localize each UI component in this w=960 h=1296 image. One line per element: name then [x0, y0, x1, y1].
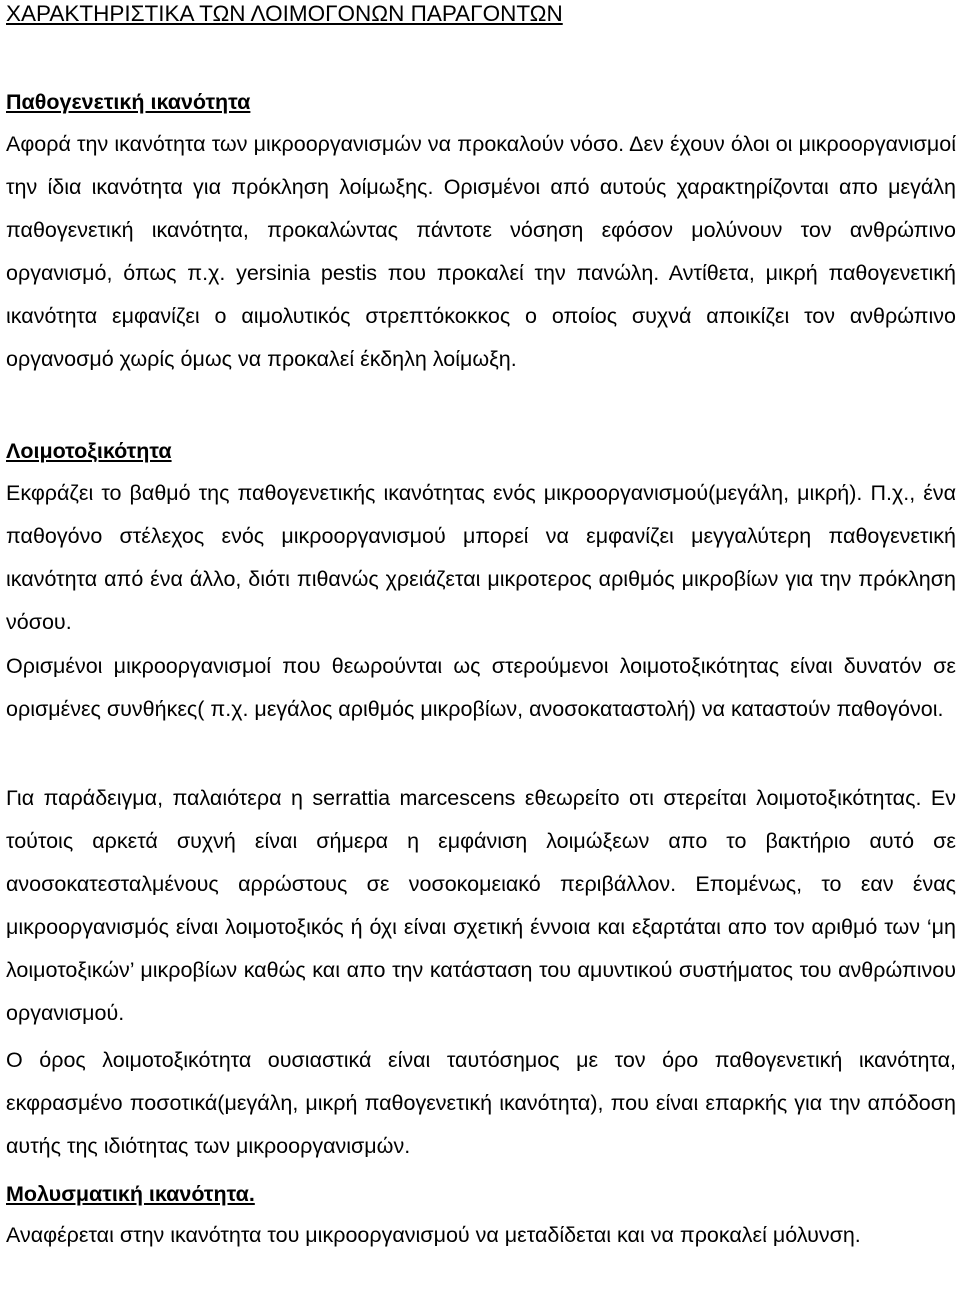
document-title: ΧΑΡΑΚΤΗΡΙΣΤΙΚΑ ΤΩΝ ΛΟΙΜΟΓΟΝΩΝ ΠΑΡΑΓΟΝΤΩΝ — [6, 1, 563, 26]
paragraph-pathogenicity: Αφορά την ικανότητα των μικροοργανισμών να προκαλούν νόσο. Δεν έχουν όλοι οι μικροοργανισμοί την ίδια ικανότητα για πρόκληση λοίμωξης. Ορισμένοι από αυτούς χαρακτηρίζονται απο μεγάλη παθογενετική ικανότητα, προκαλώντας πάντοτε νόσηση εφόσον μολύνουν τον ανθρώπινο οργανισμό, όπως π.χ. yersinia pestis που προκαλεί την πανώλη. Αντίθετα, μικρή παθογενετική ικανότητα εμφανίζει ο αιμολυτικός στρεπτόκοκκος ο οποίος συχνά αποικίζει τον ανθρώπινο οργανοσμό χωρίς όμως να προκαλεί έκδηλη λοίμωξη. — [6, 132, 956, 371]
section-heading-virulence: Λοιμοτοξικότητα — [6, 439, 172, 463]
document-page — [6, 0, 956, 1247]
paragraph-virulence-definition: Εκφράζει το βαθμό της παθογενετικής ικανότητας ενός μικροοργανισμού(μεγάλη, μικρή). Π.χ., ένα παθογόνο στέλεχος ενός μικροοργανισμού μπορεί να εμφανίζει μεγγαλύτερη παθογενετική ικανότητα από ένα άλλο, διότι πιθανώς χρειάζεται μικροτερος αριθμός μικροβίων για την πρόκληση νόσου. — [6, 481, 956, 634]
paragraph-virulence-example: Για παράδειγμα, παλαιότερα η serrattia marcescens εθεωρείτο οτι στερείται λοιμοτοξικότητας. Εν τούτοις αρκετά συχνή είναι σήμερα η εμφάνιση λοιμώξεων απο το βακτήριο αυτό σε ανοσοκατεσταλμένους αρρώστους σε νοσοκομειακό περιβάλλον. Επομένως, το εαν ένας μικροοργανισμός είναι λοιμοτοξικός ή όχι είναι σχετική έννοια και εξαρτάται απο τον αριθμό των ‘μη λοιμοτοξικών’ μικροβίων καθώς και απο την κατάσταση του αμυντικού συστήματος του ανθρώπινου οργανισμού. — [6, 786, 956, 1025]
paragraph-infectivity: Αναφέρεται στην ικανότητα του μικροοργανισμού να μεταδίδεται και να προκαλεί μόλυνση. — [6, 1223, 861, 1247]
section-heading-infectivity: Μολυσματική ικανότητα. — [6, 1182, 255, 1206]
section-heading-pathogenicity: Παθογενετική ικανότητα — [6, 90, 251, 114]
paragraph-virulence-term: Ο όρος λοιμοτοξικότητα ουσιαστικά είναι ταυτόσημος με τον όρο παθογενετική ικανότητα, εκφρασμένο ποσοτικά(μεγάλη, μικρή παθογενετική ικανότητα), που είναι επαρκής για την απόδοση αυτής της ιδιότητας των μικροοργανισμών. — [6, 1048, 956, 1158]
paragraph-virulence-conditions: Ορισμένοι μικροοργανισμοί που θεωρούνται ως στερούμενοι λοιμοτοξικότητας είναι δυνατόν σε ορισμένες συνθήκες( π.χ. μεγάλος αριθμός μικροβίων, ανοσοκαταστολή) να καταστούν παθογόνοι. — [6, 654, 956, 721]
